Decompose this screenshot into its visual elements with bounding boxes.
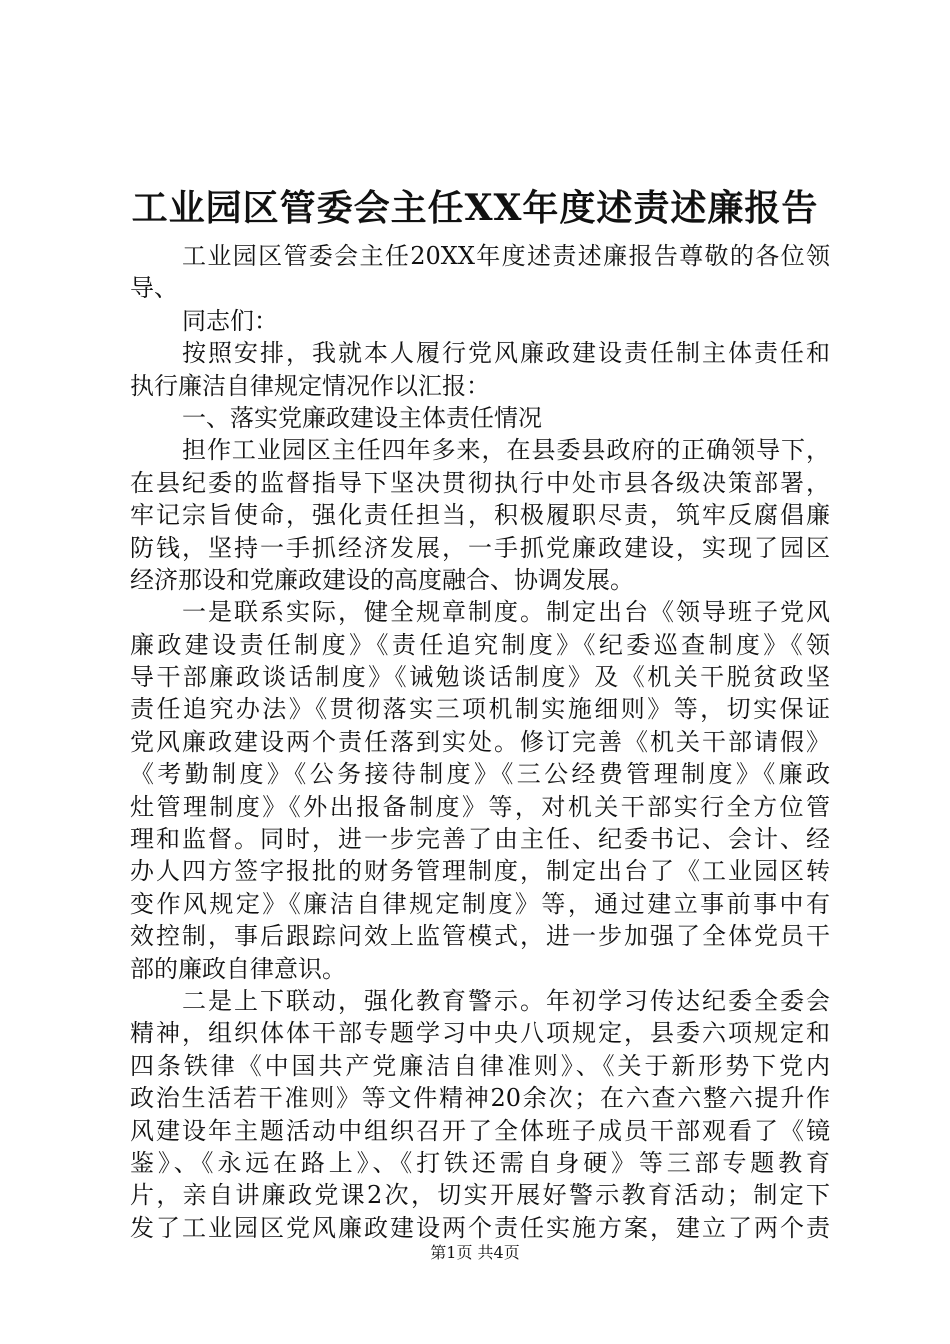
document-body [130,240,830,1244]
body-text-line: 理和监督。同时，进一步完善了由主任、纪委书记、会计、经 [130,825,830,854]
body-text-line: 廉政建设责任制度》《责任追究制度》《纪委巡查制度》《领 [130,630,830,659]
body-text-line: 一、落实党廉政建设主体责任情况 [182,403,542,432]
body-text-line: 鉴》、《永远在路上》、《打铁还需自身硬》等三部专题教育 [130,1148,830,1177]
body-text-line: 政治生活若干准则》等文件精神20余次；在六查六整六提升作 [130,1084,830,1113]
body-text-line: 经济那设和党廉政建设的高度融合、协调发展。 [130,565,634,594]
body-text-line: 担作工业园区主任四年多来，在县委县政府的正确领导下， [182,436,830,465]
body-text-line: 灶管理制度》《外出报备制度》等，对机关干部实行全方位管 [130,792,830,821]
page-footer: 第1页 共4页 [430,1243,520,1262]
body-text-line: 党风廉政建设两个责任落到实处。修订完善《机关干部请假》 [130,727,830,756]
body-text-line: 精神，组织体体干部专题学习中央八项规定，县委六项规定和 [130,1019,830,1048]
body-text-line: 二是上下联动，强化教育警示。年初学习传达纪委全委会 [182,986,830,1015]
body-text-line: 《考勤制度》《公务接待制度》《三公经费管理制度》《廉政 [130,760,830,789]
body-text-line: 发了工业园区党风廉政建设两个责任实施方案，建立了两个责 [130,1213,830,1242]
body-text-line: 在县纪委的监督指导下坚决贯彻执行中处市县各级决策部署， [130,468,830,497]
body-text-line: 办人四方签字报批的财务管理制度，制定出台了《工业园区转 [130,857,830,886]
body-text-line: 导、 [130,274,178,303]
body-text-line: 一是联系实际，健全规章制度。制定出台《领导班子党风 [182,598,830,627]
body-text-line: 牢记宗旨使命，强化责任担当，积极履职尽责，筑牢反腐倡廉 [130,501,830,530]
body-text-line: 四条铁律《中国共产党廉洁自律准则》、《关于新形势下党内 [130,1051,830,1080]
body-text-line: 责任追究办法》《贯彻落实三项机制实施细则》等，切实保证 [130,695,830,724]
body-text-line: 工业园区管委会主任20XX年度述责述廉报告尊敬的各位领 [182,242,830,270]
document-title: 工业园区管委会主任XX年度述责述廉报告 [131,187,819,229]
body-text-line: 按照安排，我就本人履行党风廉政建设责任制主体责任和 [182,339,830,368]
body-text-line: 变作风规定》《廉洁自律规定制度》等，通过建立事前事中有 [130,889,830,918]
body-text-line: 同志们： [182,306,278,335]
body-text-line: 片，亲自讲廉政党课2次，切实开展好警示教育活动；制定下 [130,1181,830,1210]
body-text-line: 防钱，坚持一手抓经济发展，一手抓党廉政建设，实现了园区 [130,533,830,562]
body-text-line: 效控制，事后跟踪问效上监管模式，进一步加强了全体党员干 [130,922,830,951]
body-text-line: 执行廉洁自律规定情况作以汇报： [130,371,490,400]
body-text-line: 风建设年主题活动中组织召开了全体班子成员干部观看了《镜 [130,1116,830,1145]
body-text-line: 部的廉政自律意识。 [130,954,346,983]
body-text-line: 导干部廉政谈话制度》《诫勉谈话制度》及《机关干脱贫政坚 [130,663,830,692]
